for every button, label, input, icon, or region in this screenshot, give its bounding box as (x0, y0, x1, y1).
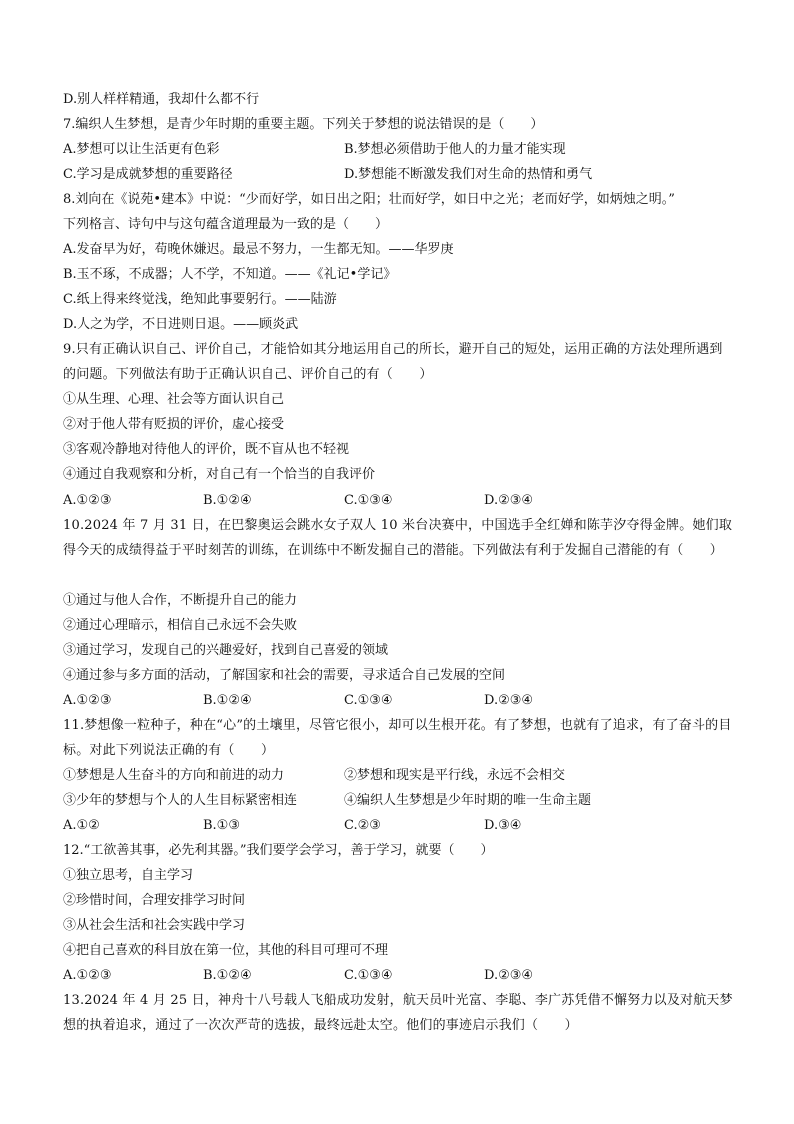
q7-option-c: C.学习是成就梦想的重要路径 (63, 167, 233, 182)
q11-option-d: D.③④ (484, 818, 522, 833)
q12-option-d: D.②③④ (484, 968, 534, 983)
q12-option-b: B.①②④ (203, 968, 252, 983)
q11-item-1: ①梦想是人生奋斗的方向和前进的动力 (63, 768, 285, 783)
q11-option-c: C.②③ (344, 818, 381, 833)
q9-option-b: B.①②④ (203, 493, 252, 508)
q12-option-c: C.①③④ (344, 968, 393, 983)
q9-item-2: ②对于他人带有贬损的评价，虚心接受 (63, 417, 285, 432)
q10-option-b: B.①②④ (203, 693, 252, 708)
q9-item-4: ④通过自我观察和分析，对自己有一个恰当的自我评价 (63, 467, 376, 482)
q7-option-a: A.梦想可以让生活更有色彩 (63, 142, 220, 157)
q11-option-b: B.①③ (203, 818, 240, 833)
q10-item-1: ①通过与他人合作，不断提升自己的能力 (63, 593, 298, 608)
q11-stem: 11.梦想像一粒种子，种在“心”的土壤里，尽管它很小，却可以生根开花。有了梦想，也就有了追求，有了奋斗的目标。对此下列说法正确的有（ ） (63, 718, 732, 758)
q9-option-a: A.①②③ (63, 493, 112, 508)
q10-option-c: C.①③④ (344, 693, 393, 708)
q12-stem: 12.“工欲善其事，必先利其器。”我们要学会学习，善于学习，就要（ ） (63, 843, 494, 858)
q9-option-c: C.①③④ (344, 493, 393, 508)
q7-option-b: B.梦想必须借助于他人的力量才能实现 (344, 142, 566, 157)
q10-option-a: A.①②③ (63, 693, 112, 708)
q6-option-d: D.别人样样精通，我却什么都不行 (63, 92, 260, 107)
q11-option-a: A.①② (63, 818, 100, 833)
q7-option-d: D.梦想能不断激发我们对生命的热情和勇气 (344, 167, 593, 182)
q10-item-2: ②通过心理暗示，相信自己永远不会失败 (63, 618, 298, 633)
q9-item-1: ①从生理、心理、社会等方面认识自己 (63, 392, 285, 407)
q9-option-d: D.②③④ (484, 493, 534, 508)
q10-item-4: ④通过参与多方面的活动，了解国家和社会的需要，寻求适合自己发展的空间 (63, 668, 506, 683)
q10-stem: 10.2024 年 7 月 31 日，在巴黎奥运会跳水女子双人 10 米台决赛中，中国选手全红婵和陈芋汐夺得金牌。她们取得今天的成绩得益于平时刻苦的训练，在训练中不断发掘自己的潜能。下列做法有利于发掘自己潜能的有（ ） (63, 518, 733, 558)
q8-stem-line2: 下列格言、诗句中与这句蕴含道理最为一致的是（ ） (63, 217, 389, 232)
q13-stem: 13.2024 年 4 月 25 日，神舟十八号载人飞船成功发射，航天员叶光富、李聪、李广苏凭借不懈努力以及对航天梦想的执着追求，通过了一次次严苛的选拔，最终远赴太空。他们的事迹启示我们（ ） (63, 993, 733, 1033)
q9-item-3: ③客观冷静地对待他人的评价，既不盲从也不轻视 (63, 442, 350, 457)
q8-option-c: C.纸上得来终觉浅，绝知此事要躬行。——陆游 (63, 292, 337, 307)
q12-item-4: ④把自己喜欢的科目放在第一位，其他的科目可理可不理 (63, 943, 389, 958)
q11-item-4: ④编织人生梦想是少年时期的唯一生命主题 (344, 793, 592, 808)
q10-item-3: ③通过学习，发现自己的兴趣爱好，找到自己喜爱的领域 (63, 643, 389, 658)
q10-option-d: D.②③④ (484, 693, 534, 708)
q8-option-a: A.发奋早为好，苟晚休嫌迟。最忌不努力，一生都无知。——华罗庚 (63, 242, 454, 257)
q7-stem: 7.编织人生梦想，是青少年时期的重要主题。下列关于梦想的说法错误的是（ ） (63, 117, 544, 132)
q9-stem: 9.只有正确认识自己、评价自己，才能恰如其分地运用自己的所长，避开自己的短处，运用正确的方法处理所遇到的问题。下列做法有助于正确认识自己、评价自己的有（ ） (63, 342, 723, 382)
q8-stem-line1: 8.刘向在《说苑•建本》中说：“少而好学，如日出之阳；壮而好学，如日中之光；老而好学，如炳烛之明。” (63, 192, 675, 207)
q8-option-d: D.人之为学，不日进则日退。——顾炎武 (63, 317, 299, 332)
q8-option-b: B.玉不琢，不成器；人不学，不知道。——《礼记•学记》 (63, 267, 397, 282)
q12-item-3: ③从社会生活和社会实践中学习 (63, 918, 246, 933)
q11-item-2: ②梦想和现实是平行线，永远不会相交 (344, 768, 566, 783)
q11-item-3: ③少年的梦想与个人的人生目标紧密相连 (63, 793, 298, 808)
q12-item-1: ①独立思考，自主学习 (63, 868, 194, 883)
q12-item-2: ②珍惜时间，合理安排学习时间 (63, 893, 246, 908)
q12-option-a: A.①②③ (63, 968, 112, 983)
